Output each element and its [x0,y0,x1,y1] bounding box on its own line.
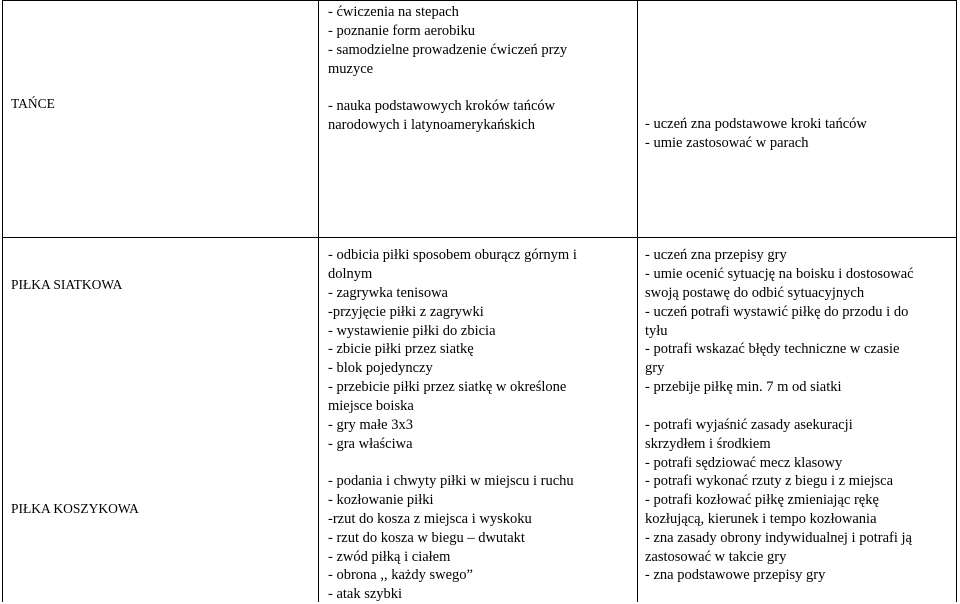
outcome-line: - uczeń zna podstawowe kroki tańców [645,116,867,132]
outcomes-list-basketball [645,472,912,585]
outcome-line: - potrafi wykonać rzuty z biegu i z miejsca [645,473,894,489]
outcome-line: - uczeń potrafi wystawić piłkę do przodu i do [645,303,909,320]
content-line: - podania i chwyty piłki w miejscu i ruchu [328,473,574,489]
outcome-line: - potrafi wyjaśnić zasady asekuracji [645,417,853,434]
content-list-dance [328,3,567,135]
outcome-line [645,397,914,416]
table-border-left [2,0,3,602]
category-label-dance: TAŃCE [11,96,55,111]
outcome-line: - potrafi wskazać błędy techniczne w czasie [645,341,900,358]
outcomes-list-volleyball [645,246,914,473]
column-divider-1 [318,0,319,602]
content-line: - samodzielne prowadzenie ćwiczeń przy [328,41,568,58]
content-line: - nauka podstawowych kroków tańców [328,98,556,115]
outcome-line: - zna zasady obrony indywidualnej i potrafi ją [645,529,912,546]
outcome-line: - potrafi sędziować mecz klasowy [645,454,843,471]
content-line: narodowych i latynoamerykańskich [328,117,535,134]
content-line: - wystawienie piłki do zbicia [328,322,496,339]
outcome-line: - umie zastosować w parach [645,134,809,151]
content-line: dolnym [328,265,373,282]
content-line: - blok pojedynczy [328,360,433,377]
content-line: - rzut do kosza w biegu – dwutakt [328,529,525,546]
content-line: muzyce [328,60,374,77]
outcomes-list-dance [645,115,867,153]
content-line [328,79,567,98]
content-line: - zagrywka tenisowa [328,284,448,301]
outcome-line: tyłu [645,322,668,339]
content-line: - zbicie piłki przez siatkę [328,341,474,358]
outcome-line: - uczeń zna przepisy gry [645,247,787,263]
content-line: - atak szybki [328,586,403,603]
row-divider [2,237,957,238]
content-line: -rzut do kosza z miejsca i wyskoku [328,510,532,527]
content-line: - ćwiczenia na stepach [328,4,459,20]
table-border-right [956,0,957,602]
outcome-line: zastosować w takcie gry [645,548,787,565]
outcome-line: - umie ocenić sytuację na boisku i dostosować [645,265,914,282]
content-line: - obrona ,, każdy swego” [328,567,473,584]
content-line: - gry małe 3x3 [328,417,413,434]
outcome-line: skrzydłem i środkiem [645,435,771,452]
category-label-volleyball: PIŁKA SIATKOWA [11,277,123,292]
content-line: -przyjęcie piłki z zagrywki [328,303,484,320]
content-line: - zwód piłką i ciałem [328,548,451,565]
outcome-line: gry [645,360,665,377]
outcome-line: kozłującą, kierunek i tempo kozłowania [645,510,877,527]
content-line: - poznanie form aerobiku [328,22,475,39]
category-label-basketball: PIŁKA KOSZYKOWA [11,501,139,516]
content-line: - przebicie piłki przez siatkę w określone [328,379,567,396]
content-line: - gra właściwa [328,435,413,452]
outcome-line: swoją postawę do odbić sytuacyjnych [645,284,865,301]
outcome-line: - przebije piłkę min. 7 m od siatki [645,379,842,396]
content-list-basketball [328,472,574,604]
content-line: miejsce boiska [328,398,414,415]
outcome-line: - zna podstawowe przepisy gry [645,567,826,584]
content-list-volleyball [328,246,577,454]
outcome-line: - potrafi kozłować piłkę zmieniając rękę [645,491,879,508]
column-divider-2 [637,0,638,602]
content-line: - kozłowanie piłki [328,491,434,508]
content-line: - odbicia piłki sposobem oburącz górnym i [328,247,577,263]
table-border-top [2,0,957,1]
